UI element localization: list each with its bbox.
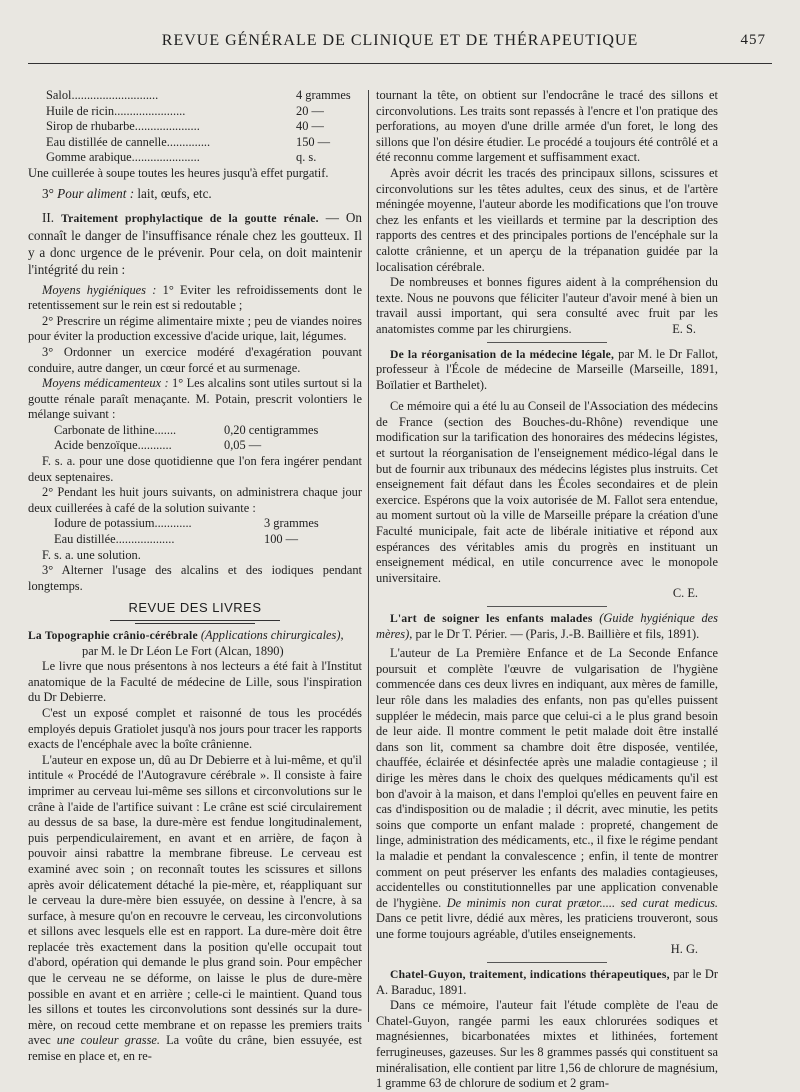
paragraph: 3° Alterner l'usage des alcalins et des iodiques pendant longtemps. [28,563,362,593]
section-2: II. Traitement prophylactique de la goutte rénale. — On connaît le danger de l'insuffisance rénale chez les goutteux. Il y a donc urgence de le prévenir. Pour cela, on doit maintenir l'intégrité du rein : [28,210,362,277]
paragraph: C'est un exposé complet et raisonné de tous les procédés employés depuis Gratiolet jusqu'à nos jours pour tracer les rapports exacts de l'encéphale avec la boîte crânienne. [28,705,362,752]
paragraph: 2° Prescrire un régime alimentaire mixte ; peu de viandes noires pour éviter la production excessive d'acide urique, lait, légumes. [28,313,362,344]
prescription-line: Salol............................ 4 grammes [46,88,351,102]
section-heading: REVUE DES LIVRES [28,600,362,624]
prescription-line: Eau distillée de cannelle.............. 150 — [46,134,331,149]
prescription-line: Carbonate de lithine....... 0,20 centigrammes [54,422,319,437]
signature: C. E. [672,586,698,601]
prescription-line: Gomme arabique...................... q. s. [46,150,317,165]
paragraph: Une cuillerée à soupe toutes les heures jusqu'à effet purgatif. [28,165,329,180]
running-header [28,32,772,58]
section-title: Traitement prophylactique de la goutte rénale. [61,212,319,226]
prescription-line: Iodure de potassium............ 3 grammes [54,516,319,531]
journal-title: REVUE GÉNÉRALE DE CLINIQUE ET DE THÉRAPEUTIQUE [161,32,639,49]
paragraph: Ce mémoire qui a été lu au Conseil de l'Association des médecins de France (section des Bouches-du-Rhône) revendique une modification sur la tarification des honoraires des médecins légistes, et surtout la réorganisation de l'enseignement médico-légal dans le but de fournir aux tribunaux des médecins légistes plus instruits. Cet enseignement fait défaut dans les Écoles secondaires et de plein exercice. Espérons que la voix autorisée de M. Fallot sera entendue, au moment surtout où la ville de Marseille prépare la création d'une Faculté municipale, fait acte de libérale initiative et répond aux espérances des véritables amis du progrès en instituant un enseignement médical, en utile concurrence avec le monopole universitaire. [376,399,718,585]
divider [487,962,607,963]
review-heading: Chatel-Guyon, traitement, indications thérapeutiques, par le Dr A. Baraduc, 1891. [376,967,718,997]
paragraph: De nombreuses et bonnes figures aident à la compréhension du texte. Nous ne pouvons que féliciter l'auteur d'avoir mené à bien un travail aussi important, qui sera consulté avec fruit par les anatomistes comme par les chirurgiens. E. S. [376,275,718,336]
paragraph: Le livre que nous présentons à nos lecteurs a été fait à l'Institut anatomique de la Faculté de médecine de Lille, sous l'inspiration du Dr Debierre. [28,659,362,705]
paragraph: Moyens médicamenteux : 1° Les alcalins sont utiles surtout si la goutte rénale paraît menaçante. M. Potain, prescrit volontiers le mélange suivant : [28,376,362,422]
signature: H. G. [670,942,698,957]
column-divider [368,90,369,1022]
prescription-3 [28,516,362,547]
paragraph: Dans ce mémoire, l'auteur fait l'étude complète de l'eau de Chatel-Guyon, rangée parmi les eaux chlorurées sodiques et magnésiennes, bicarbonatées mixtes et lithinées, fortement ferrugineuses, gazeuses. Sur les 8 grammes passés qui constituent sa minéralisation, elle contient par litre 1,56 de chlorure de magnésium, 1 gramme 63 de chlorure de sodium et 2 gram- [376,998,719,1091]
paragraph-aliment: 3° Pour aliment : lait, œufs, etc. [42,185,212,201]
prescription-line: Acide benzoïque........... 0,05 — [54,438,262,453]
prescription-2 [28,423,362,454]
paragraph: F. s. a. une solution. [42,547,141,562]
page-number: 457 [740,32,766,48]
header-rule [28,63,772,64]
right-column [376,88,718,1092]
review-heading: La Topographie crânio-cérébrale (Applications chirurgicales), [28,628,344,643]
review-heading: De la réorganisation de la médecine légale, par M. le Dr Fallot, professeur à l'École de médecine de Marseille (Marseille, 1891, Boïlatier et Barthelet). [376,346,718,392]
divider [487,342,607,343]
paragraph: Moyens hygiéniques : 1° Eviter les refroidissements dont le retentissement sur le rein est si redoutable ; [28,282,362,313]
left-column [28,88,362,1065]
prescription-line: Huile de ricin....................... 20 — [46,103,324,118]
review-heading: L'art de soigner les enfants malades (Guide hygiénique des mères), par le Dr T. Périer. — (Paris, J.-B. Baillière et fils, 1891). [376,611,718,641]
paragraph: Après avoir décrit les tracés des principaux sillons, scissures et circonvolutions sur les têtes adultes, ceux des sinus, et de l'artère méningée moyenne, l'auteur aborde les modifications que l'on trouve chez les enfants et les vieillards et termine par la description des rapports des centres et des principales portions de l'encéphale sur la calotte crânienne, et un aperçu de la trépanation guidée par la localisation cérébrale. [376,165,718,274]
signature: E. S. [672,321,696,336]
paragraph: L'auteur en expose un, dû au Dr Debierre et à lui-même, et qu'il intitule « Procédé de l'Autogravure cérébrale ». Il consiste à faire imprimer au cerveau lui-même ses sillons et circonvolutions sur le crâne à l'aide de l'artifice suivant : Le crâne est scié circulairement au dessus de sa base, la dure-mère est fendue longitudinalement, puis perpendiculairement, en avant et en arrière, de façon à pouvoir ainsi rabattre la membrane fibreuse. Le cerveau est examiné avec soin ; on reconnaît toutes les scissures et sillons après avoir délicatement détaché la pie-mère, et, réappliquant sur le cerveau la dure-mère bien essuyée, on dessine à l'encre, à sa surface, à mesure qu'on en recouvre le cerveau, les circonvolutions et sillons avec lesquels elle est en rapport. La dure-mère doit être replacée très exactement dans la position qu'elle occupait tout d'abord, opération qui demande le plus grand soin. Pour empêcher que le cerveau ne se déforme, on laisse le plus de dure-mère possible en avant et en arrière ; celle-ci le maintient. Quand tous les sillons et toutes les circonvolutions sont dessinés sur la dure-mère, on recoud cette membrane et on repasse les premiers traits avec une couleur grasse. La voûte du crâne, bien essuyée, est remise en place et, en re- [28,752,362,1064]
review-author: par M. le Dr Léon Le Fort (Alcan, 1890) [82,643,284,658]
prescription-line: Eau distillée................... 100 — [54,532,299,547]
paragraph: tournant la tête, on obtient sur l'endocrâne le tracé des sillons et circonvolutions. Les traits sont repassés à l'encre et l'on pratique des perforations, au moyen d'une drille armée d'un foret, le long des sillons que l'on désire étudier. Le procédé a toujours été contrôlé et a été reconnu comme largement et suffisamment exact. [376,88,718,165]
paragraph: F. s. a. pour une dose quotidienne que l'on fera ingérer pendant deux septenaires. [28,454,362,484]
divider [487,606,607,607]
paragraph: 3° Ordonner un exercice modéré d'exagération pouvant conduire, autre danger, un cœur forcé et au surmenage. [28,344,362,375]
prescription-line: Sirop de rhubarbe..................... 40 — [46,119,324,134]
prescription-1 [28,88,362,166]
paragraph: L'auteur de La Première Enfance et de La Seconde Enfance poursuit et complète l'œuvre de vulgarisation de l'hygiène commencée dans ces deux livres en indiquant, aux mères de famille, leur rôle dans les maladies des enfants, non pas qu'elles puissent suppléer le médecin, mais parce que celui-ci a le plus grand besoin de leur aide. Il montre comment le petit malade doit être installé dans son lit, comment sa chambre doit être disposée, ventilée, chauffée, éclairée et désinfectée après une maladie contagieuse ; il dirige les mères dans le choix des quelques médicaments qu'il est bon d'avoir à la maison, et dans l'emploi qu'elles en peuvent faire en cas d'indisposition ou de maladie ; il décrit, avec minutie, les petits soins que comporte un enfant malade : propreté, changement de linge, administration des médicaments, etc., il fixe le régime pendant la maladie et pendant la convalescence ; enfin, il tente de montrer comment on peut préserver les enfants des maladies contagieuses, accidentelles ou constitutionnelles par une application convenable de l'hygiène. De minimis non curat prætor..... sed curat medicus. Dans ce petit livre, dédié aux mères, les praticiens trouveront, sous une forme toujours agréable, d'utiles enseignements. [376,646,718,941]
paragraph: 2° Pendant les huit jours suivants, on administrera chaque jour deux cuillerées à café de la solution suivante : [28,485,362,515]
